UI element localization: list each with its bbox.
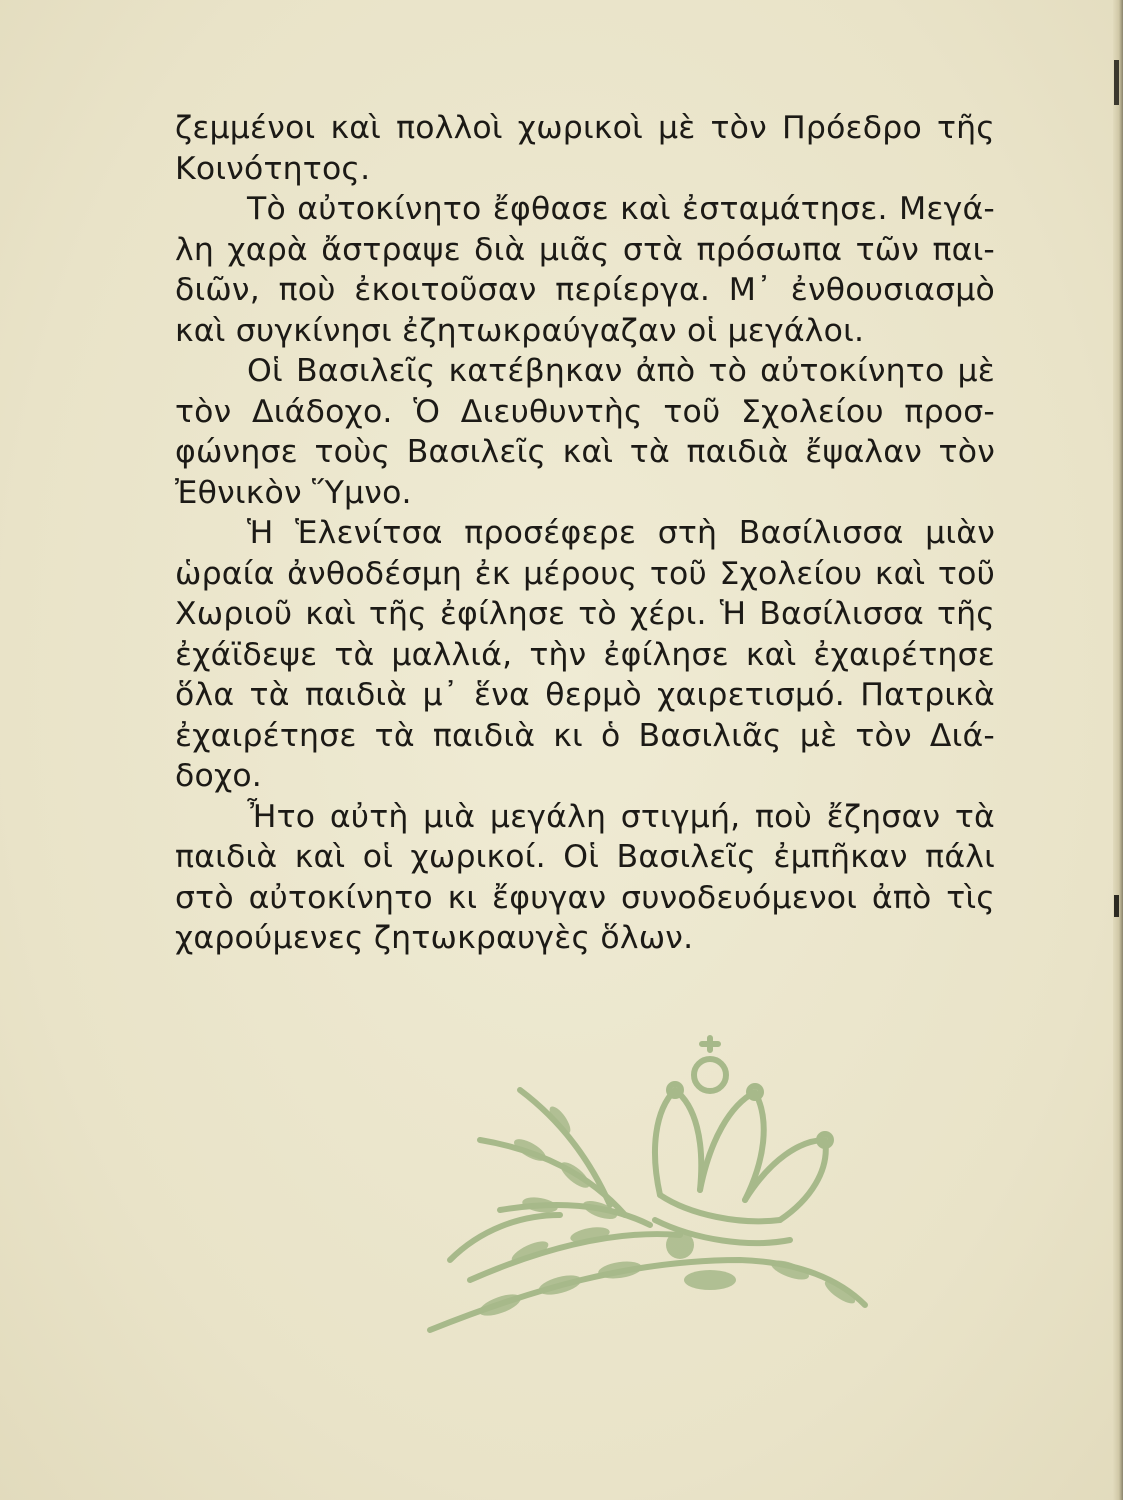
text-line: στὸ αὐτοκίνητο κι ἔφυγαν συνοδευόμενοι ἀπὸ τὶς xyxy=(175,879,995,916)
text-line: ἐχάϊδεψε τὰ μαλλιά, τὴν ἐφίλησε καὶ ἐχαιρέτησε xyxy=(175,636,995,673)
text-line: Ἦτο αὐτὴ μιὰ μεγάλη στιγμή, ποὺ ἔζησαν τὰ xyxy=(247,798,995,835)
page-edge-mark xyxy=(1114,60,1119,105)
text-line: φώνησε τοὺς Βασιλεῖς καὶ τὰ παιδιὰ ἔψαλαν τὸν xyxy=(175,434,995,470)
paragraph-2 xyxy=(175,189,995,351)
page-edge xyxy=(1113,0,1123,1500)
text-line: ἐχαιρέτησε τὰ παιδιὰ κι ὁ Βασιλιᾶς μὲ τὸν Διά- xyxy=(175,717,995,754)
paragraph-4 xyxy=(175,513,995,797)
paragraph-1 xyxy=(175,108,995,189)
text-line: ὡραία ἀνθοδέσμη ἐκ μέρους τοῦ Σχολείου καὶ τοῦ xyxy=(175,555,995,592)
text-line: χαρούμενες ζητωκραυγὲς ὅλων. xyxy=(175,920,694,956)
text-line: Χωριοῦ καὶ τῆς ἐφίλησε τὸ χέρι. Ἡ Βασίλισσα τῆς xyxy=(175,596,995,632)
text-line: Οἱ Βασιλεῖς κατέβηκαν ἀπὸ τὸ αὐτοκίνητο μὲ xyxy=(247,353,995,389)
text-line: τὸν Διάδοχο. Ὁ Διευθυντὴς τοῦ Σχολείου προσ- xyxy=(175,393,995,430)
page-edge-mark xyxy=(1114,895,1119,917)
text-line: Ἐθνικὸν Ὕμνο. xyxy=(175,474,412,511)
text-line: ζεμμένοι καὶ πολλοὶ χωρικοὶ μὲ τὸν Πρόεδρο τῆς xyxy=(175,110,995,146)
text-line: ὅλα τὰ παιδιὰ μ᾽ ἕνα θερμὸ χαιρετισμό. Πατρικὰ xyxy=(175,677,995,713)
paragraph-5 xyxy=(175,797,995,959)
text-line: Κοινότητος. xyxy=(175,150,371,187)
text-line: παιδιὰ καὶ οἱ χωρικοί. Οἱ Βασιλεῖς ἐμπῆκαν πάλι xyxy=(175,839,995,875)
crown-with-laurel-branches-icon xyxy=(410,1030,880,1350)
text-line: Τὸ αὐτοκίνητο ἔφθασε καὶ ἐσταμάτησε. Μεγά- xyxy=(247,191,995,227)
text-line: Ἡ Ἑλενίτσα προσέφερε στὴ Βασίλισσα μιὰν xyxy=(247,515,995,551)
text-line: καὶ συγκίνησι ἐζητωκραύγαζαν οἱ μεγάλοι. xyxy=(175,312,865,349)
text-line: διῶν, ποὺ ἐκοιτοῦσαν περίεργα. Μ᾽ ἐνθουσιασμὸ xyxy=(175,272,995,308)
text-line: λη χαρὰ ἄστραψε διὰ μιᾶς στὰ πρόσωπα τῶν παι- xyxy=(175,231,995,268)
text-line: δοχο. xyxy=(175,758,263,794)
body-text xyxy=(175,108,995,959)
paragraph-3 xyxy=(175,351,995,513)
